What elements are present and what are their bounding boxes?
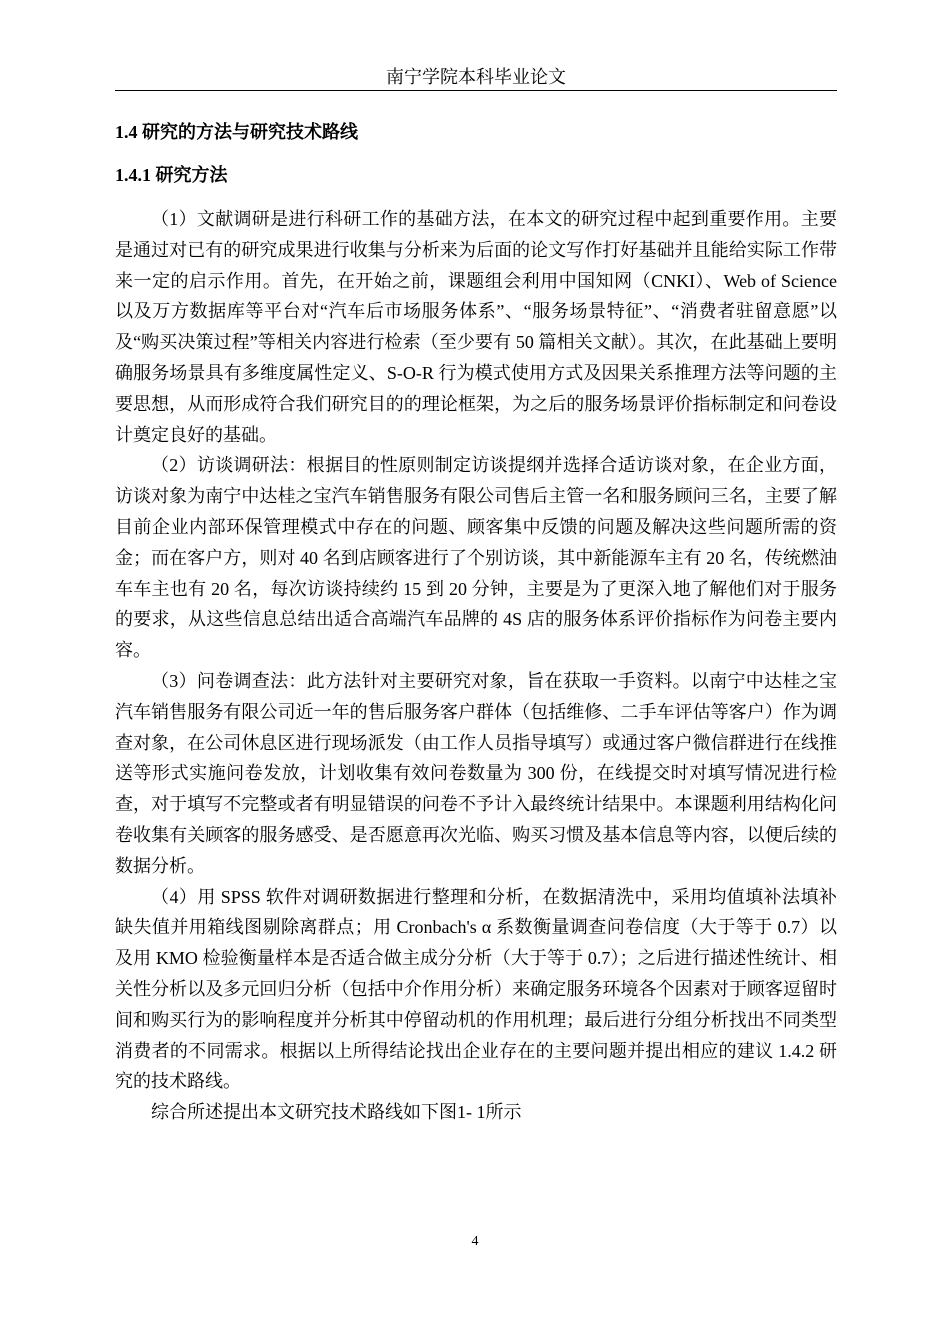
paragraph-summary: 综合所述提出本文研究技术路线如下图1- 1所示 xyxy=(151,1102,522,1123)
header-title: 南宁学院本科毕业论文 xyxy=(386,67,566,87)
body-text xyxy=(115,204,837,1128)
page-header xyxy=(115,64,837,91)
subsection-title: 1.4.1 研究方法 xyxy=(115,165,228,185)
paragraph-interview-method: （2）访谈调研法：根据目的性原则制定访谈提纲并选择合适访谈对象，在企业方面，访谈对象为南宁中达桂之宝汽车销售服务有限公司售后主管一名和服务顾问三名，主要了解目前企业内部环保管理模式中存在的问题、顾客集中反馈的问题及解决这些问题所需的资金；而在客户方，则对 40 名到店顾客进行了个别访谈，其中新能源车主有 20 名，传统燃油车车主也有 20 名，每次访谈持续约 15 到 20 分钟，主要是为了更深入地了解他们对于服务的要求，从这些信息总结出适合高端汽车品牌的 4S 店的服务体系评价指标作为问卷主要内容。 xyxy=(115,455,837,661)
section-title: 1.4 研究的方法与研究技术路线 xyxy=(115,122,358,142)
paragraph-literature-review: （1）文献调研是进行科研工作的基础方法，在本文的研究过程中起到重要作用。主要是通过对已有的研究成果进行收集与分析来为后面的论文写作打好基础并且能给实际工作带来一定的启示作用。首先，在开始之前，课题组会利用中国知网（CNKI）、Web of Science 以及万方数据库等平台对“汽车后市场服务体系”、“服务场景特征”、“消费者驻留意愿”以及“购买决策过程”等相关内容进行检索（至少要有 50 篇相关文献）。其次，在此基础上要明确服务场景具有多维度属性定义、S-O-R 行为模式使用方式及因果关系推理方法等问题的主要思想，从而形成符合我们研究目的的理论框架，为之后的服务场景评价指标制定和问卷设计奠定良好的基础。 xyxy=(115,209,837,445)
paragraph-spss-analysis: （4）用 SPSS 软件对调研数据进行整理和分析，在数据清洗中，采用均值填补法填补缺失值并用箱线图剔除离群点；用 Cronbach's α 系数衡量调查问卷信度（大于等于 0.7）以及用 KMO 检验衡量样本是否适合做主成分分析（大于等于 0.7）；之后进行描述性统计、相关性分析以及多元回归分析（包括中介作用分析）来确定服务环境各个因素对于顾客逗留时间和购买行为的影响程度并分析其中停留动机的作用机理；最后进行分组分析找出不同类型消费者的不同需求。根据以上所得结论找出企业存在的主要问题并提出相应的建议 1.4.2 研究的技术路线。 xyxy=(115,886,837,1092)
paragraph-questionnaire-method: （3）问卷调查法：此方法针对主要研究对象，旨在获取一手资料。以南宁中达桂之宝汽车销售服务有限公司近一年的售后服务客户群体（包括维修、二手车评估等客户）作为调查对象，在公司休息区进行现场派发（由工作人员指导填写）或通过客户微信群进行在线推送等形式实施问卷发放，计划收集有效问卷数量为 300 份，在线提交时对填写情况进行检查，对于填写不完整或者有明显错误的问卷不予计入最终统计结果中。本课题利用结构化问卷收集有关顾客的服务感受、是否愿意再次光临、购买习惯及基本信息等内容，以便后续的数据分析。 xyxy=(115,670,837,876)
page-number: 4 xyxy=(471,1234,479,1249)
